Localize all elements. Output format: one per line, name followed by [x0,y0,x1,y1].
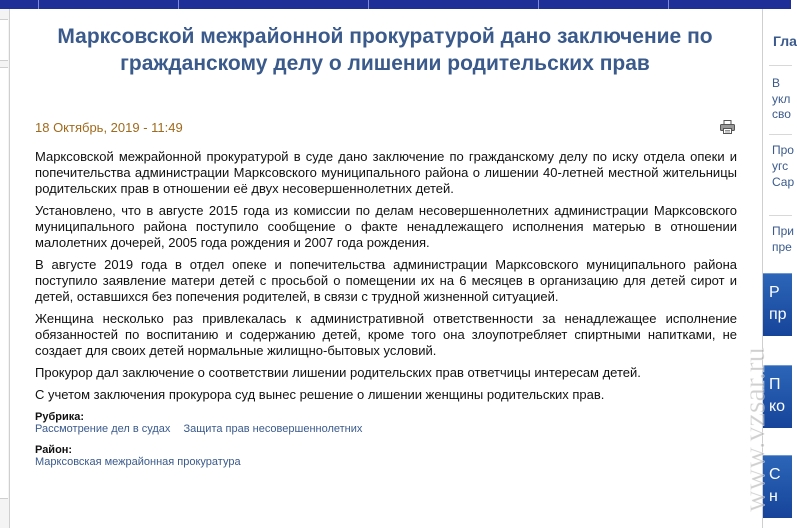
left-panel-box [0,67,8,499]
top-navigation-bar [0,0,791,9]
article-paragraph: С учетом заключения прокурора суд вынес решение о лишении женщины родительских прав. [35,387,605,402]
sidebar-news-line[interactable]: угс [772,159,789,173]
sidebar-news-line[interactable]: В [772,76,781,90]
rubric-link[interactable]: Защита прав несовершеннолетних [183,423,363,435]
region-label: Район: [35,444,73,456]
article-title: Марксовской межрайонной прокуратурой дано заключение по гражданскому делу о лишении родительских прав [57,25,713,75]
promo-text: ко [769,398,786,415]
sidebar-promo-banner[interactable] [763,273,792,336]
nav-segment[interactable] [178,0,369,9]
article-body [35,149,737,409]
left-column-edge [0,9,10,528]
article-paragraph: Женщина несколько раз привлекалась к административной ответственности за ненадлежащее исполнение обязанностей по воспитанию и содержанию детей, кроме того она злоупотребляет спиртными напитками, не создает для своих детей нормальные жилищно-бытовых условий. [35,311,737,358]
region-link[interactable]: Марксовская межрайонная прокуратура [35,456,241,468]
article-date: 18 Октябрь, 2019 - 11:49 [35,120,183,135]
nav-segment[interactable] [538,0,669,9]
article-paragraph: Прокурор дал заключение о соответствии лишении родительских прав ответчицы интересам детей. [35,365,641,380]
region-block [35,444,735,468]
promo-text: Р [769,284,780,301]
promo-text: пр [769,306,787,323]
rubric-link[interactable]: Рассмотрение дел в судах [35,423,171,435]
promo-text: н [769,488,778,505]
sidebar-divider [769,134,792,135]
sidebar-divider [769,215,792,216]
sidebar-news-line[interactable]: пре [772,240,792,254]
sidebar-promo-banner[interactable] [763,365,792,428]
nav-segment[interactable] [368,0,539,9]
sidebar-promo-banner[interactable] [763,455,792,518]
printer-icon[interactable] [720,120,735,134]
article-paragraph: Марксовской межрайонной прокуратурой в суде дано заключение по гражданскому делу по иску отдела опеки и попечительства администрации Марксовского муниципального района о лишении 40-летней местной жительницы родительских прав в отношении её двух несовершеннолетних детей. [35,149,737,196]
sidebar-news-line[interactable]: При [772,224,795,238]
article-paragraph: Установлено, что в августе 2015 года из комиссии по делам несовершеннолетних администрации Марксовского муниципального района поступило сообщение о факте ненадлежащего исполнения матерью в отношении малолетних дочерей, 2005 года рождения и 2007 года рождения. [35,203,737,250]
promo-text: П [769,376,781,393]
sidebar-news-line[interactable]: укл [772,92,791,106]
sidebar-divider [769,65,792,66]
sidebar-news-line[interactable]: Про [772,143,794,157]
sidebar-news-line[interactable]: сво [772,107,791,121]
left-panel-box [0,19,8,61]
rubric-label: Рубрика: [35,411,85,423]
article-paragraph: В августе 2019 года в отдел опеке и попечительства администрации Марксовского муниципального района поступило заявление матери детей с просьбой о помещении их на 6 месяцев в организацию для детей сирот и детей, оставшихся без попечения родителей, в связи с трудной жизненной ситуацией. [35,257,737,304]
nav-segment[interactable] [0,0,39,9]
sidebar-header: Гла [773,33,797,49]
article-container [10,9,758,528]
sidebar-news-line[interactable]: Сар [772,175,795,189]
promo-text: С [769,466,781,483]
right-sidebar [762,9,797,528]
nav-segment[interactable] [38,0,179,9]
rubric-block [35,411,735,435]
watermark-text: www.vzsar.ru [738,347,771,512]
